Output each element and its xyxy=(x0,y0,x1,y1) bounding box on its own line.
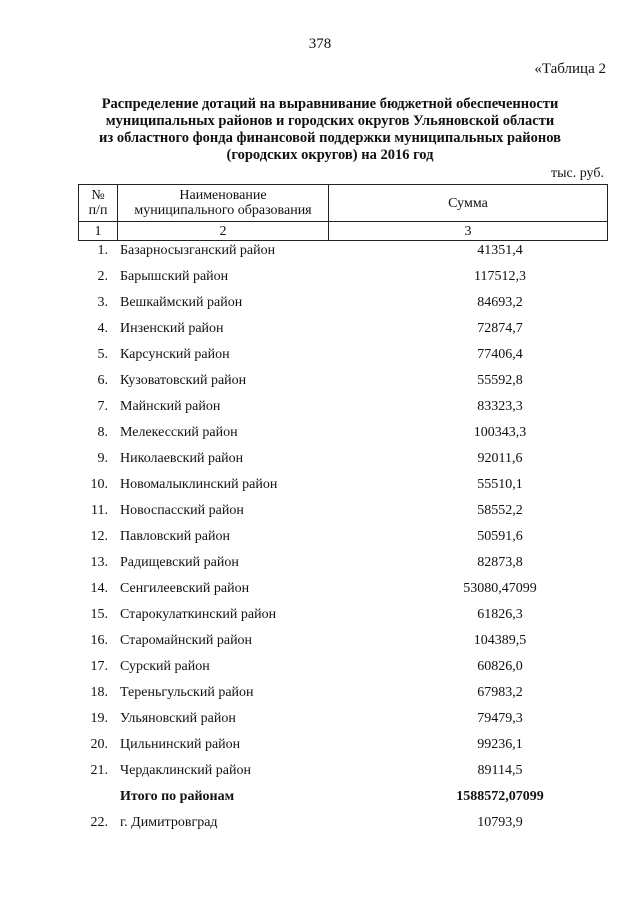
row-name: Старомайнский район xyxy=(120,633,253,648)
table-row xyxy=(78,813,608,839)
row-sum: 50591,6 xyxy=(477,529,523,544)
header-name-line2: муниципального образования xyxy=(134,203,312,218)
row-sum: 67983,2 xyxy=(477,685,523,700)
row-number: 5. xyxy=(97,347,108,362)
row-name: Базарносызганский район xyxy=(120,243,276,258)
row-name: Ульяновский район xyxy=(120,711,236,726)
row-sum: 92011,6 xyxy=(477,451,523,466)
row-number: 6. xyxy=(97,373,108,388)
table-row xyxy=(78,319,608,345)
document-title xyxy=(60,96,600,164)
row-number: 13. xyxy=(90,555,108,570)
row-name: Новомалыклинский район xyxy=(120,477,278,492)
header-index-1: 1 xyxy=(79,222,118,241)
header-number-line2: п/п xyxy=(88,203,108,218)
row-sum: 60826,0 xyxy=(477,659,523,674)
row-number: 11. xyxy=(91,503,108,518)
row-sum: 61826,3 xyxy=(477,607,523,622)
row-name: Новоспасский район xyxy=(120,503,244,518)
table-row xyxy=(78,501,608,527)
table-row xyxy=(78,397,608,423)
row-sum: 72874,7 xyxy=(477,321,523,336)
table-row xyxy=(78,709,608,735)
row-number: 7. xyxy=(97,399,108,414)
row-name: Мелекесский район xyxy=(120,425,238,440)
table-body xyxy=(78,241,608,839)
row-sum: 10793,9 xyxy=(477,815,523,830)
row-number: 18. xyxy=(90,685,108,700)
page-number: 378 xyxy=(308,36,332,52)
row-sum: 84693,2 xyxy=(477,295,523,310)
table-row xyxy=(78,605,608,631)
header-number-cell xyxy=(79,185,118,222)
row-sum: 117512,3 xyxy=(474,269,526,284)
header-index-2: 2 xyxy=(118,222,329,241)
header-name-cell xyxy=(118,185,329,222)
row-sum: 79479,3 xyxy=(477,711,523,726)
title-line: (городских округов) на 2016 год xyxy=(226,147,434,163)
table-row xyxy=(78,735,608,761)
row-name: Сурский район xyxy=(120,659,210,674)
row-sum: 77406,4 xyxy=(477,347,523,362)
title-line: Распределение дотаций на выравнивание бюджетной обеспеченности xyxy=(101,96,559,112)
table-row xyxy=(78,449,608,475)
row-name: Чердаклинский район xyxy=(120,763,251,778)
row-name: Сенгилеевский район xyxy=(120,581,250,596)
table-total-row xyxy=(78,787,608,813)
title-line: из областного фонда финансовой поддержки муниципальных районов xyxy=(99,130,561,146)
table-row xyxy=(78,657,608,683)
row-sum: 82873,8 xyxy=(477,555,523,570)
table-row xyxy=(78,579,608,605)
row-name: Павловский район xyxy=(120,529,230,544)
row-number: 16. xyxy=(90,633,108,648)
row-sum: 99236,1 xyxy=(477,737,523,752)
title-line: муниципальных районов и городских округов Ульяновской области xyxy=(105,113,555,129)
row-number: 14. xyxy=(90,581,108,596)
row-name: Тереньгульский район xyxy=(120,685,254,700)
row-sum: 83323,3 xyxy=(477,399,523,414)
row-name: Инзенский район xyxy=(120,321,224,336)
header-sum-cell: Сумма xyxy=(329,185,608,222)
row-name: г. Димитровград xyxy=(120,815,218,830)
row-sum: 1588572,07099 xyxy=(456,789,544,804)
header-name-line1: Наименование xyxy=(179,188,267,203)
row-sum: 53080,47099 xyxy=(463,581,537,596)
row-number: 9. xyxy=(97,451,108,466)
row-name: Карсунский район xyxy=(120,347,230,362)
row-number: 8. xyxy=(97,425,108,440)
row-number: 2. xyxy=(97,269,108,284)
row-number: 21. xyxy=(90,763,108,778)
row-name: Итого по районам xyxy=(120,789,235,804)
row-number: 20. xyxy=(90,737,108,752)
row-sum: 89114,5 xyxy=(477,763,523,778)
row-sum: 55510,1 xyxy=(477,477,523,492)
header-index-3: 3 xyxy=(329,222,608,241)
row-number: 19. xyxy=(90,711,108,726)
table-row xyxy=(78,267,608,293)
table-reference: «Таблица 2 xyxy=(534,61,606,77)
row-number: 10. xyxy=(90,477,108,492)
row-number: 22. xyxy=(90,815,108,830)
row-number: 15. xyxy=(90,607,108,622)
table-row xyxy=(78,761,608,787)
table-row xyxy=(78,553,608,579)
table-row xyxy=(78,631,608,657)
table-row xyxy=(78,371,608,397)
table-row xyxy=(78,345,608,371)
row-sum: 58552,2 xyxy=(477,503,523,518)
row-name: Радищевский район xyxy=(120,555,239,570)
row-sum: 41351,4 xyxy=(477,243,523,258)
row-name: Николаевский район xyxy=(120,451,244,466)
row-sum: 55592,8 xyxy=(477,373,523,388)
row-number: 3. xyxy=(97,295,108,310)
row-name: Майнский район xyxy=(120,399,221,414)
units-label: тыс. руб. xyxy=(551,166,604,181)
row-number: 1. xyxy=(97,243,108,258)
table-row xyxy=(78,527,608,553)
row-sum: 104389,5 xyxy=(473,633,527,648)
row-sum: 100343,3 xyxy=(473,425,527,440)
row-number: 4. xyxy=(97,321,108,336)
row-number: 17. xyxy=(90,659,108,674)
row-name: Барышский район xyxy=(120,269,229,284)
row-name: Вешкаймский район xyxy=(120,295,243,310)
table-row xyxy=(78,293,608,319)
table-row xyxy=(78,241,608,267)
table-row xyxy=(78,423,608,449)
row-name: Цильнинский район xyxy=(120,737,241,752)
row-name: Старокулаткинский район xyxy=(120,607,277,622)
table-row xyxy=(78,683,608,709)
row-name: Кузоватовский район xyxy=(120,373,247,388)
header-number-line1: № xyxy=(91,188,105,203)
table-row xyxy=(78,475,608,501)
table-header xyxy=(78,184,608,241)
row-number: 12. xyxy=(90,529,108,544)
